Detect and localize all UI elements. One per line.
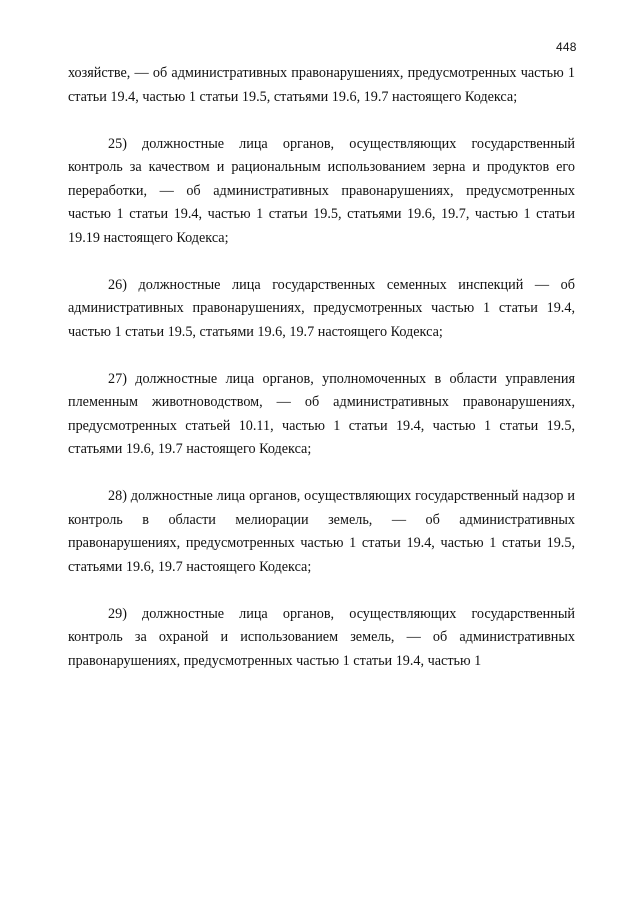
document-body <box>68 62 575 673</box>
paragraph-item-26: 26) должностные лица государственных семенных инспекций — об административных правонарушениях, предусмотренных частью 1 статьи 19.4, частью 1 статьи 19.5, статьями 19.6, 19.7 настоящего Кодекса; <box>68 276 575 340</box>
paragraph-item-29: 29) должностные лица органов, осуществляющих государственный контроль за охраной и использованием земель, — об административных правонарушениях, предусмотренных частью 1 статьи 19.4, частью 1 <box>68 605 575 669</box>
paragraph-item-28: 28) должностные лица органов, осуществляющих государственный надзор и контроль в области мелиорации земель, — об административных правонарушениях, предусмотренных частью 1 статьи 19.4, частью 1 статьи 19.5, статьями 19.6, 19.7 настоящего Кодекса; <box>68 488 575 575</box>
paragraph-item-27: 27) должностные лица органов, уполномоченных в области управления племенным животноводством, — об административных правонарушениях, предусмотренных статьей 10.11, частью 1 статьи 19.4, частью 1 статьи 19.5, статьями 19.6, 19.7 настоящего Кодекса; <box>68 370 575 457</box>
paragraph-continuation: хозяйстве, — об административных правонарушениях, предусмотренных частью 1 статьи 19.4, частью 1 статьи 19.5, статьями 19.6, 19.7 настоящего Кодекса; <box>68 65 575 105</box>
paragraph-item-25: 25) должностные лица органов, осуществляющих государственный контроль за качеством и рациональным использованием зерна и продуктов его переработки, — об административных правонарушениях, предусмотренных частью 1 статьи 19.4, частью 1 статьи 19.5, статьями 19.6, 19.7, частью 1 статьи 19.19 настоящего Кодекса; <box>68 135 575 246</box>
page-number: 448 <box>556 40 577 54</box>
